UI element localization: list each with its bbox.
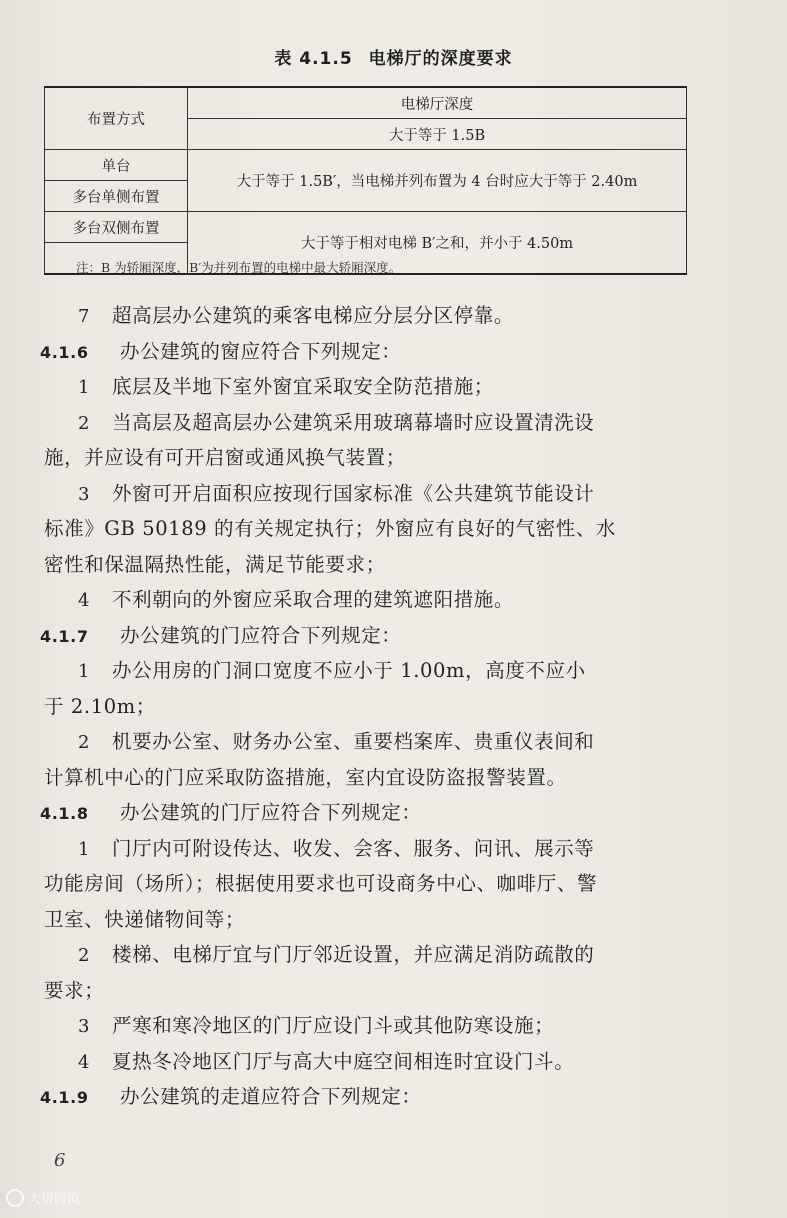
section-number: 4.1.6 — [40, 342, 89, 362]
continuation-line — [44, 442, 704, 470]
section-heading — [40, 1081, 700, 1109]
list-item — [78, 726, 738, 754]
table-cell-type: 多台双侧布置 — [45, 212, 188, 243]
item-number: 3 — [78, 1016, 91, 1037]
line-text: 办公建筑的走道应符合下列规定： — [120, 1085, 422, 1108]
item-number: 7 — [78, 306, 91, 327]
table-cell-type: 多台单侧布置 — [45, 181, 188, 212]
list-item — [78, 584, 738, 612]
continuation-line — [44, 975, 704, 1003]
line-text: 卫室、快递储物间等； — [44, 907, 246, 931]
continuation-line — [44, 762, 704, 790]
table-header-col1: 布置方式 — [45, 87, 188, 150]
line-text: 办公建筑的门应符合下列规定： — [120, 623, 402, 647]
item-number: 2 — [78, 732, 91, 753]
line-text: 施，并应设有可开启窗或通风换气装置； — [44, 446, 406, 469]
table-cell-depth: 大于等于 1.5B — [188, 119, 687, 150]
table-caption-title: 电梯厅的深度要求 — [368, 49, 513, 69]
list-item — [78, 300, 738, 328]
line-text: 不利朝向的外窗应采取合理的建筑遮阳措施。 — [112, 588, 515, 611]
table-note: 注：B 为轿厢深度，B′为并列布置的电梯中最大轿厢深度。 — [76, 260, 402, 275]
line-text: 底层及半地下室外窗宜采取安全防范措施； — [112, 375, 494, 398]
item-number: 1 — [78, 661, 91, 682]
item-number: 2 — [78, 412, 91, 434]
line-text: 功能房间（场所）；根据使用要求也可设商务中心、咖啡厅、警 — [44, 872, 598, 895]
item-number: 4 — [78, 1051, 91, 1073]
list-item — [78, 371, 738, 399]
line-text: 办公建筑的门厅应符合下列规定： — [120, 801, 422, 824]
watermark-logo-icon — [6, 1189, 24, 1207]
item-number: 4 — [78, 590, 91, 611]
line-text: 标准》GB 50189 的有关规定执行；外窗应有良好的气密性、水 — [44, 517, 617, 540]
watermark-text: 大厨跨境 — [28, 1192, 81, 1207]
line-text: 超高层办公建筑的乘客电梯应分层分区停靠。 — [112, 304, 515, 327]
line-text: 密性和保温隔热性能，满足节能要求； — [44, 552, 386, 576]
section-number: 4.1.7 — [40, 626, 89, 646]
continuation-line — [44, 904, 704, 932]
line-text: 严寒和寒冷地区的门厅应设门斗或其他防寒设施； — [112, 1014, 555, 1037]
item-number: 1 — [78, 377, 91, 398]
continuation-line — [44, 549, 704, 577]
item-number: 3 — [78, 483, 91, 505]
line-text: 当高层及超高层办公建筑采用玻璃幕墙时应设置清洗设 — [112, 410, 595, 434]
elevator-hall-depth-table — [44, 86, 687, 275]
table-cell-depth: 大于等于 1.5B′，当电梯并列布置为 4 台时应大于等于 2.40m — [188, 150, 687, 212]
continuation-line — [44, 868, 704, 896]
line-text: 楼梯、电梯厅宜与门厅邻近设置，并应满足消防疏散的 — [112, 943, 595, 966]
section-heading — [40, 797, 700, 825]
list-item — [78, 407, 738, 435]
page-number: 6 — [54, 1150, 66, 1171]
table-row — [45, 212, 687, 243]
table-row — [45, 150, 687, 181]
item-number: 2 — [78, 945, 91, 966]
table-caption-number: 表 4.1.5 — [274, 49, 353, 69]
section-heading — [40, 620, 700, 648]
table-header-row — [45, 87, 687, 119]
list-item — [78, 655, 738, 683]
table-cell-depth: 大于等于相对电梯 B′之和，并小于 4.50m — [188, 212, 687, 275]
table-header-col2: 电梯厅深度 — [188, 87, 687, 119]
line-text: 要求； — [44, 978, 105, 1002]
table-cell-type: 单台 — [45, 150, 188, 181]
list-item — [78, 1010, 738, 1038]
line-text: 机要办公室、财务办公室、重要档案库、贵重仪表间和 — [112, 730, 595, 753]
continuation-line — [44, 513, 704, 541]
list-item — [78, 833, 738, 861]
line-text: 计算机中心的门应采取防盗措施，室内宜设防盗报警装置。 — [44, 765, 567, 789]
line-text: 办公建筑的窗应符合下列规定： — [120, 339, 402, 363]
continuation-line — [44, 691, 704, 719]
line-text: 夏热冬冷地区门厅与高大中庭空间相连时宜设门斗。 — [112, 1049, 575, 1073]
line-text: 于 2.10m； — [44, 694, 156, 718]
section-heading — [40, 336, 700, 364]
list-item — [78, 478, 738, 506]
line-text: 门厅内可附设传达、收发、会客、服务、问讯、展示等 — [112, 836, 595, 860]
line-text: 外窗可开启面积应按现行国家标准《公共建筑节能设计 — [112, 481, 595, 505]
section-number: 4.1.9 — [40, 1088, 89, 1107]
line-text: 办公用房的门洞口宽度不应小于 1.00m，高度不应小 — [112, 659, 586, 682]
item-number: 1 — [78, 838, 91, 860]
list-item — [78, 1046, 738, 1074]
watermark — [6, 1188, 80, 1207]
table-caption — [0, 44, 787, 69]
section-number: 4.1.8 — [40, 804, 89, 823]
list-item — [78, 939, 738, 967]
